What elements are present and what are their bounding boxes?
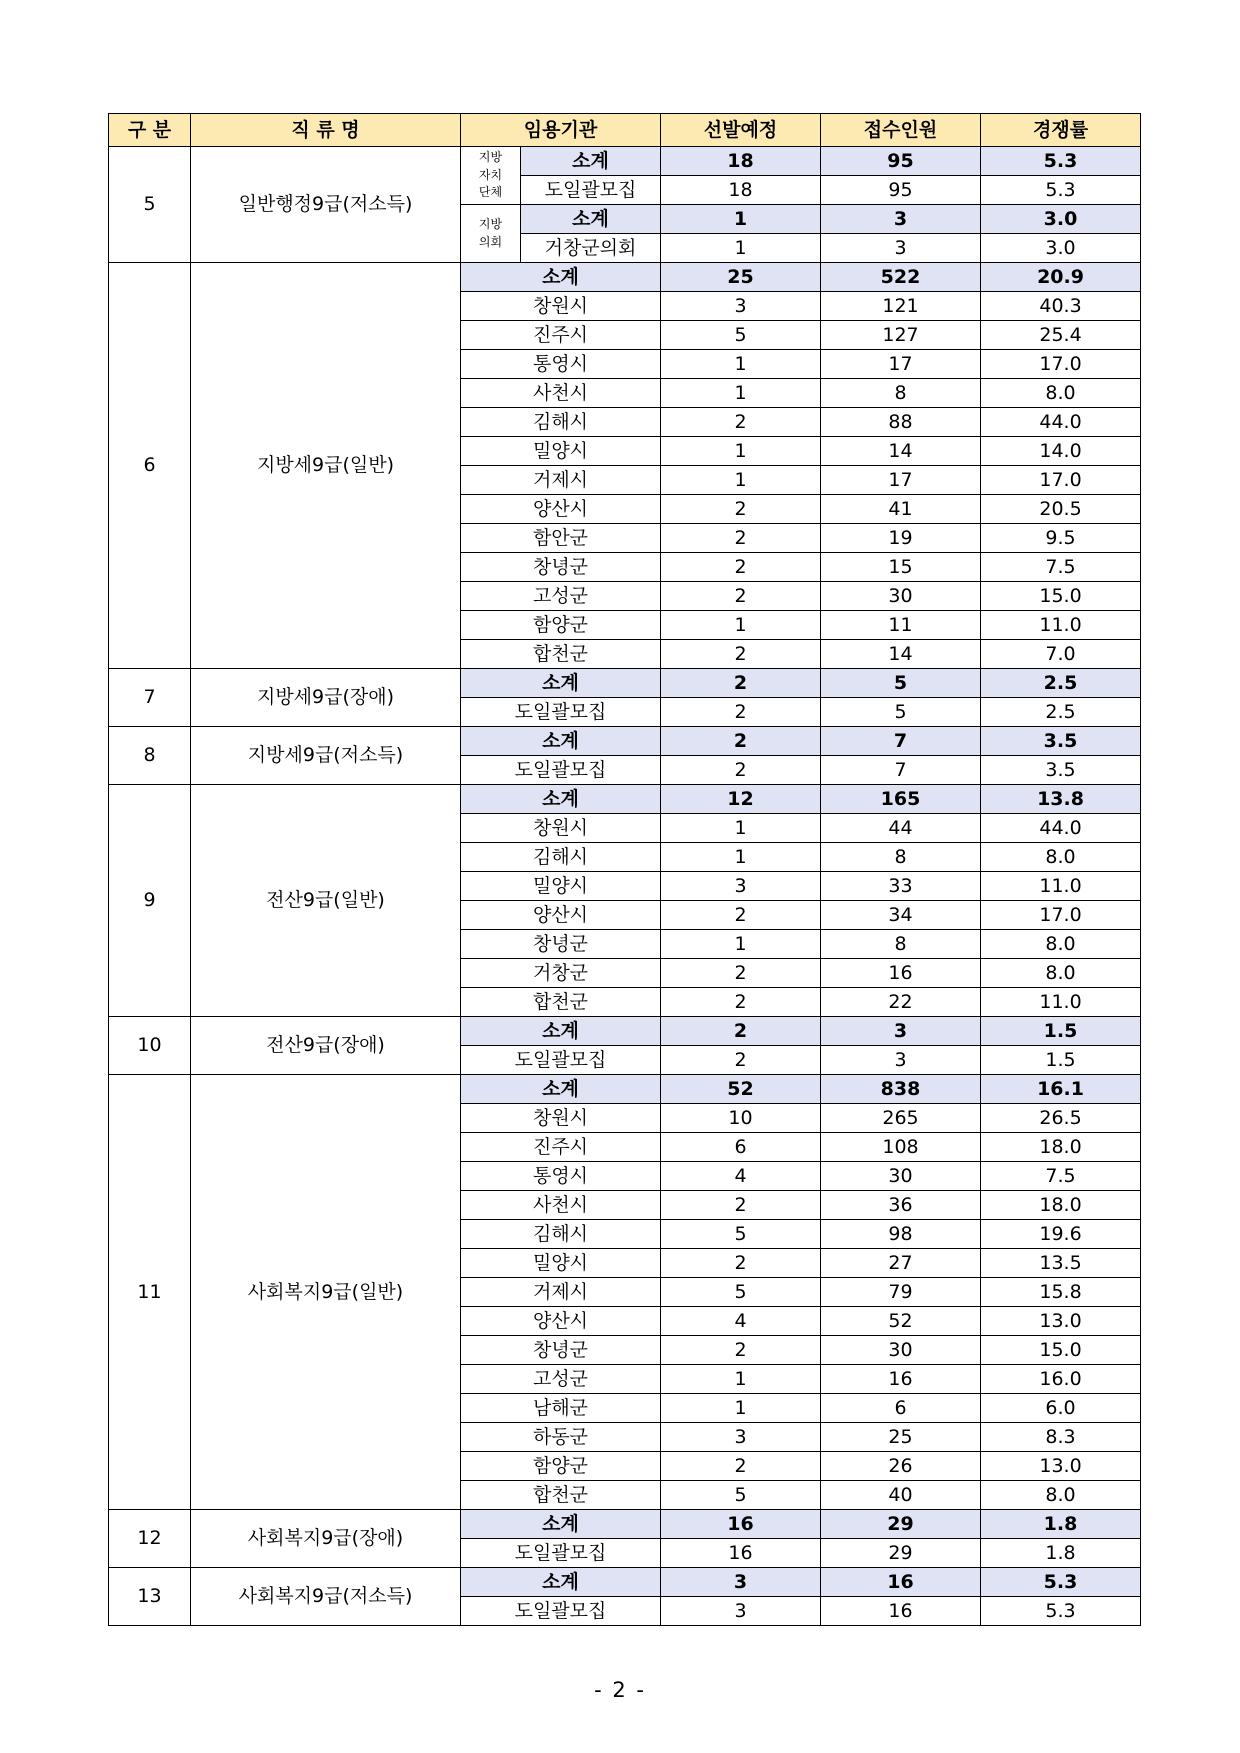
planned-cell: 12 [661,785,821,814]
planned-cell: 18 [661,176,821,205]
planned-cell: 18 [661,147,821,176]
planned-cell: 2 [661,756,821,785]
subtotal-row [109,1075,1141,1104]
page-number: - 2 - [594,1678,646,1702]
planned-cell: 1 [661,814,821,843]
applied-cell: 33 [821,872,981,901]
applied-cell: 40 [821,1481,981,1510]
planned-cell: 1 [661,843,821,872]
applied-cell: 25 [821,1423,981,1452]
applied-cell: 16 [821,1568,981,1597]
planned-cell: 3 [661,1568,821,1597]
ratio-cell: 7.5 [981,553,1141,582]
agency-cell: 함양군 [461,1452,661,1481]
ratio-cell: 13.8 [981,785,1141,814]
planned-cell: 1 [661,350,821,379]
agency-cell: 김해시 [461,408,661,437]
applied-cell: 165 [821,785,981,814]
ratio-cell: 3.5 [981,756,1141,785]
applied-cell: 121 [821,292,981,321]
applied-cell: 6 [821,1394,981,1423]
planned-cell: 1 [661,930,821,959]
agency-cell: 소계 [461,669,661,698]
applied-cell: 11 [821,611,981,640]
planned-cell: 2 [661,727,821,756]
planned-cell: 5 [661,321,821,350]
applied-cell: 14 [821,437,981,466]
planned-cell: 6 [661,1133,821,1162]
applied-cell: 108 [821,1133,981,1162]
planned-cell: 2 [661,901,821,930]
agency-cell: 사천시 [461,1191,661,1220]
ratio-cell: 1.8 [981,1510,1141,1539]
planned-cell: 2 [661,1249,821,1278]
planned-cell: 1 [661,379,821,408]
applied-cell: 15 [821,553,981,582]
applied-cell: 16 [821,1597,981,1626]
planned-cell: 1 [661,1365,821,1394]
ratio-cell: 8.0 [981,1481,1141,1510]
planned-cell: 5 [661,1278,821,1307]
ratio-cell: 13.5 [981,1249,1141,1278]
division-number: 11 [109,1075,191,1510]
header-applied: 접수인원 [821,114,981,147]
applied-cell: 36 [821,1191,981,1220]
planned-cell: 3 [661,292,821,321]
ratio-cell: 11.0 [981,988,1141,1017]
applied-cell: 52 [821,1307,981,1336]
subtotal-row [109,1017,1141,1046]
ratio-cell: 14.0 [981,437,1141,466]
planned-cell: 2 [661,988,821,1017]
planned-cell: 2 [661,1017,821,1046]
ratio-cell: 20.5 [981,495,1141,524]
agency-cell: 밀양시 [461,437,661,466]
ratio-cell: 16.0 [981,1365,1141,1394]
ratio-cell: 5.3 [981,147,1141,176]
ratio-cell: 8.0 [981,959,1141,988]
agency-cell: 남해군 [461,1394,661,1423]
job-series-name: 일반행정9급(저소득) [191,147,461,263]
subtotal-row [109,147,1141,176]
division-number: 12 [109,1510,191,1568]
agency-cell: 거제시 [461,466,661,495]
planned-cell: 2 [661,1046,821,1075]
agency-cell: 창녕군 [461,930,661,959]
subtotal-row [109,727,1141,756]
job-series-name: 전산9급(장애) [191,1017,461,1075]
ratio-cell: 40.3 [981,292,1141,321]
ratio-cell: 3.0 [981,234,1141,263]
applied-cell: 8 [821,379,981,408]
planned-cell: 4 [661,1162,821,1191]
agency-cell: 진주시 [461,321,661,350]
applied-cell: 522 [821,263,981,292]
subtotal-row [109,1568,1141,1597]
agency-cell: 합천군 [461,988,661,1017]
division-number: 5 [109,147,191,263]
agency-cell: 창녕군 [461,553,661,582]
applied-cell: 29 [821,1510,981,1539]
agency-cell: 도일괄모집 [521,176,661,205]
ratio-cell: 6.0 [981,1394,1141,1423]
agency-cell: 도일괄모집 [461,698,661,727]
applied-cell: 27 [821,1249,981,1278]
applied-cell: 8 [821,930,981,959]
applied-cell: 16 [821,1365,981,1394]
agency-cell: 소계 [461,785,661,814]
recruitment-table [108,113,1141,1626]
agency-cell: 김해시 [461,1220,661,1249]
ratio-cell: 17.0 [981,901,1141,930]
agency-category: 지방 의회 [461,205,521,263]
applied-cell: 16 [821,959,981,988]
job-series-name: 전산9급(일반) [191,785,461,1017]
agency-cell: 양산시 [461,1307,661,1336]
planned-cell: 16 [661,1510,821,1539]
agency-cell: 합천군 [461,1481,661,1510]
agency-cell: 함양군 [461,611,661,640]
planned-cell: 2 [661,1336,821,1365]
planned-cell: 2 [661,495,821,524]
ratio-cell: 1.8 [981,1539,1141,1568]
applied-cell: 30 [821,1162,981,1191]
agency-cell: 양산시 [461,901,661,930]
ratio-cell: 5.3 [981,1597,1141,1626]
ratio-cell: 11.0 [981,872,1141,901]
applied-cell: 5 [821,669,981,698]
agency-cell: 고성군 [461,582,661,611]
applied-cell: 34 [821,901,981,930]
planned-cell: 2 [661,959,821,988]
agency-cell: 소계 [461,727,661,756]
applied-cell: 7 [821,756,981,785]
ratio-cell: 8.0 [981,930,1141,959]
planned-cell: 3 [661,872,821,901]
division-number: 6 [109,263,191,669]
applied-cell: 8 [821,843,981,872]
ratio-cell: 17.0 [981,466,1141,495]
header-agency: 임용기관 [461,114,661,147]
division-number: 9 [109,785,191,1017]
subtotal-row [109,669,1141,698]
applied-cell: 41 [821,495,981,524]
ratio-cell: 15.8 [981,1278,1141,1307]
applied-cell: 98 [821,1220,981,1249]
ratio-cell: 18.0 [981,1191,1141,1220]
agency-cell: 김해시 [461,843,661,872]
agency-cell: 소계 [461,1568,661,1597]
applied-cell: 3 [821,1046,981,1075]
agency-cell: 도일괄모집 [461,1046,661,1075]
applied-cell: 95 [821,147,981,176]
ratio-cell: 11.0 [981,611,1141,640]
agency-cell: 소계 [461,1510,661,1539]
division-number: 8 [109,727,191,785]
planned-cell: 2 [661,553,821,582]
job-series-name: 사회복지9급(장애) [191,1510,461,1568]
ratio-cell: 1.5 [981,1046,1141,1075]
ratio-cell: 2.5 [981,698,1141,727]
job-series-name: 사회복지9급(일반) [191,1075,461,1510]
agency-cell: 도일괄모집 [461,1597,661,1626]
subtotal-row [109,263,1141,292]
applied-cell: 88 [821,408,981,437]
agency-cell: 소계 [461,263,661,292]
planned-cell: 2 [661,582,821,611]
header-ratio: 경쟁률 [981,114,1141,147]
planned-cell: 2 [661,640,821,669]
planned-cell: 10 [661,1104,821,1133]
planned-cell: 1 [661,1394,821,1423]
planned-cell: 3 [661,1423,821,1452]
job-series-name: 지방세9급(저소득) [191,727,461,785]
agency-cell: 함안군 [461,524,661,553]
ratio-cell: 44.0 [981,814,1141,843]
planned-cell: 1 [661,205,821,234]
planned-cell: 2 [661,669,821,698]
division-number: 13 [109,1568,191,1626]
planned-cell: 1 [661,234,821,263]
applied-cell: 30 [821,582,981,611]
applied-cell: 3 [821,205,981,234]
applied-cell: 29 [821,1539,981,1568]
applied-cell: 838 [821,1075,981,1104]
job-series-name: 사회복지9급(저소득) [191,1568,461,1626]
job-series-name: 지방세9급(일반) [191,263,461,669]
applied-cell: 30 [821,1336,981,1365]
agency-cell: 소계 [521,205,661,234]
table-body [109,147,1141,1626]
planned-cell: 4 [661,1307,821,1336]
applied-cell: 22 [821,988,981,1017]
ratio-cell: 7.5 [981,1162,1141,1191]
applied-cell: 5 [821,698,981,727]
ratio-cell: 8.0 [981,843,1141,872]
ratio-cell: 8.3 [981,1423,1141,1452]
agency-cell: 소계 [461,1017,661,1046]
agency-cell: 사천시 [461,379,661,408]
agency-cell: 합천군 [461,640,661,669]
planned-cell: 1 [661,466,821,495]
applied-cell: 265 [821,1104,981,1133]
applied-cell: 17 [821,350,981,379]
planned-cell: 5 [661,1220,821,1249]
applied-cell: 44 [821,814,981,843]
agency-cell: 도일괄모집 [461,1539,661,1568]
agency-cell: 밀양시 [461,1249,661,1278]
planned-cell: 1 [661,437,821,466]
agency-cell: 창녕군 [461,1336,661,1365]
ratio-cell: 3.5 [981,727,1141,756]
applied-cell: 127 [821,321,981,350]
agency-cell: 창원시 [461,1104,661,1133]
agency-cell: 통영시 [461,1162,661,1191]
ratio-cell: 19.6 [981,1220,1141,1249]
subtotal-row [109,785,1141,814]
planned-cell: 2 [661,698,821,727]
ratio-cell: 13.0 [981,1307,1141,1336]
header-planned: 선발예정 [661,114,821,147]
planned-cell: 16 [661,1539,821,1568]
agency-cell: 도일괄모집 [461,756,661,785]
planned-cell: 25 [661,263,821,292]
agency-cell: 창원시 [461,292,661,321]
ratio-cell: 26.5 [981,1104,1141,1133]
agency-cell: 고성군 [461,1365,661,1394]
ratio-cell: 44.0 [981,408,1141,437]
planned-cell: 1 [661,611,821,640]
ratio-cell: 5.3 [981,176,1141,205]
table-header-row [109,114,1141,147]
header-division: 구 분 [109,114,191,147]
planned-cell: 5 [661,1481,821,1510]
agency-cell: 창원시 [461,814,661,843]
agency-cell: 소계 [461,1075,661,1104]
ratio-cell: 5.3 [981,1568,1141,1597]
ratio-cell: 3.0 [981,205,1141,234]
ratio-cell: 9.5 [981,524,1141,553]
agency-cell: 통영시 [461,350,661,379]
job-series-name: 지방세9급(장애) [191,669,461,727]
ratio-cell: 18.0 [981,1133,1141,1162]
division-number: 10 [109,1017,191,1075]
agency-category: 지방 자치 단체 [461,147,521,205]
division-number: 7 [109,669,191,727]
agency-cell: 거창군 [461,959,661,988]
header-job-series: 직 류 명 [191,114,461,147]
agency-cell: 밀양시 [461,872,661,901]
agency-cell: 양산시 [461,495,661,524]
applied-cell: 14 [821,640,981,669]
planned-cell: 3 [661,1597,821,1626]
applied-cell: 3 [821,1017,981,1046]
planned-cell: 2 [661,1452,821,1481]
planned-cell: 2 [661,524,821,553]
subtotal-row [109,1510,1141,1539]
applied-cell: 79 [821,1278,981,1307]
ratio-cell: 13.0 [981,1452,1141,1481]
ratio-cell: 20.9 [981,263,1141,292]
ratio-cell: 1.5 [981,1017,1141,1046]
ratio-cell: 25.4 [981,321,1141,350]
ratio-cell: 16.1 [981,1075,1141,1104]
applied-cell: 3 [821,234,981,263]
agency-cell: 거제시 [461,1278,661,1307]
ratio-cell: 17.0 [981,350,1141,379]
applied-cell: 17 [821,466,981,495]
applied-cell: 95 [821,176,981,205]
planned-cell: 2 [661,408,821,437]
agency-cell: 진주시 [461,1133,661,1162]
ratio-cell: 15.0 [981,582,1141,611]
agency-cell: 소계 [521,147,661,176]
applied-cell: 26 [821,1452,981,1481]
ratio-cell: 8.0 [981,379,1141,408]
ratio-cell: 15.0 [981,1336,1141,1365]
ratio-cell: 7.0 [981,640,1141,669]
applied-cell: 7 [821,727,981,756]
agency-cell: 하동군 [461,1423,661,1452]
ratio-cell: 2.5 [981,669,1141,698]
planned-cell: 2 [661,1191,821,1220]
planned-cell: 52 [661,1075,821,1104]
applied-cell: 19 [821,524,981,553]
agency-cell: 거창군의회 [521,234,661,263]
